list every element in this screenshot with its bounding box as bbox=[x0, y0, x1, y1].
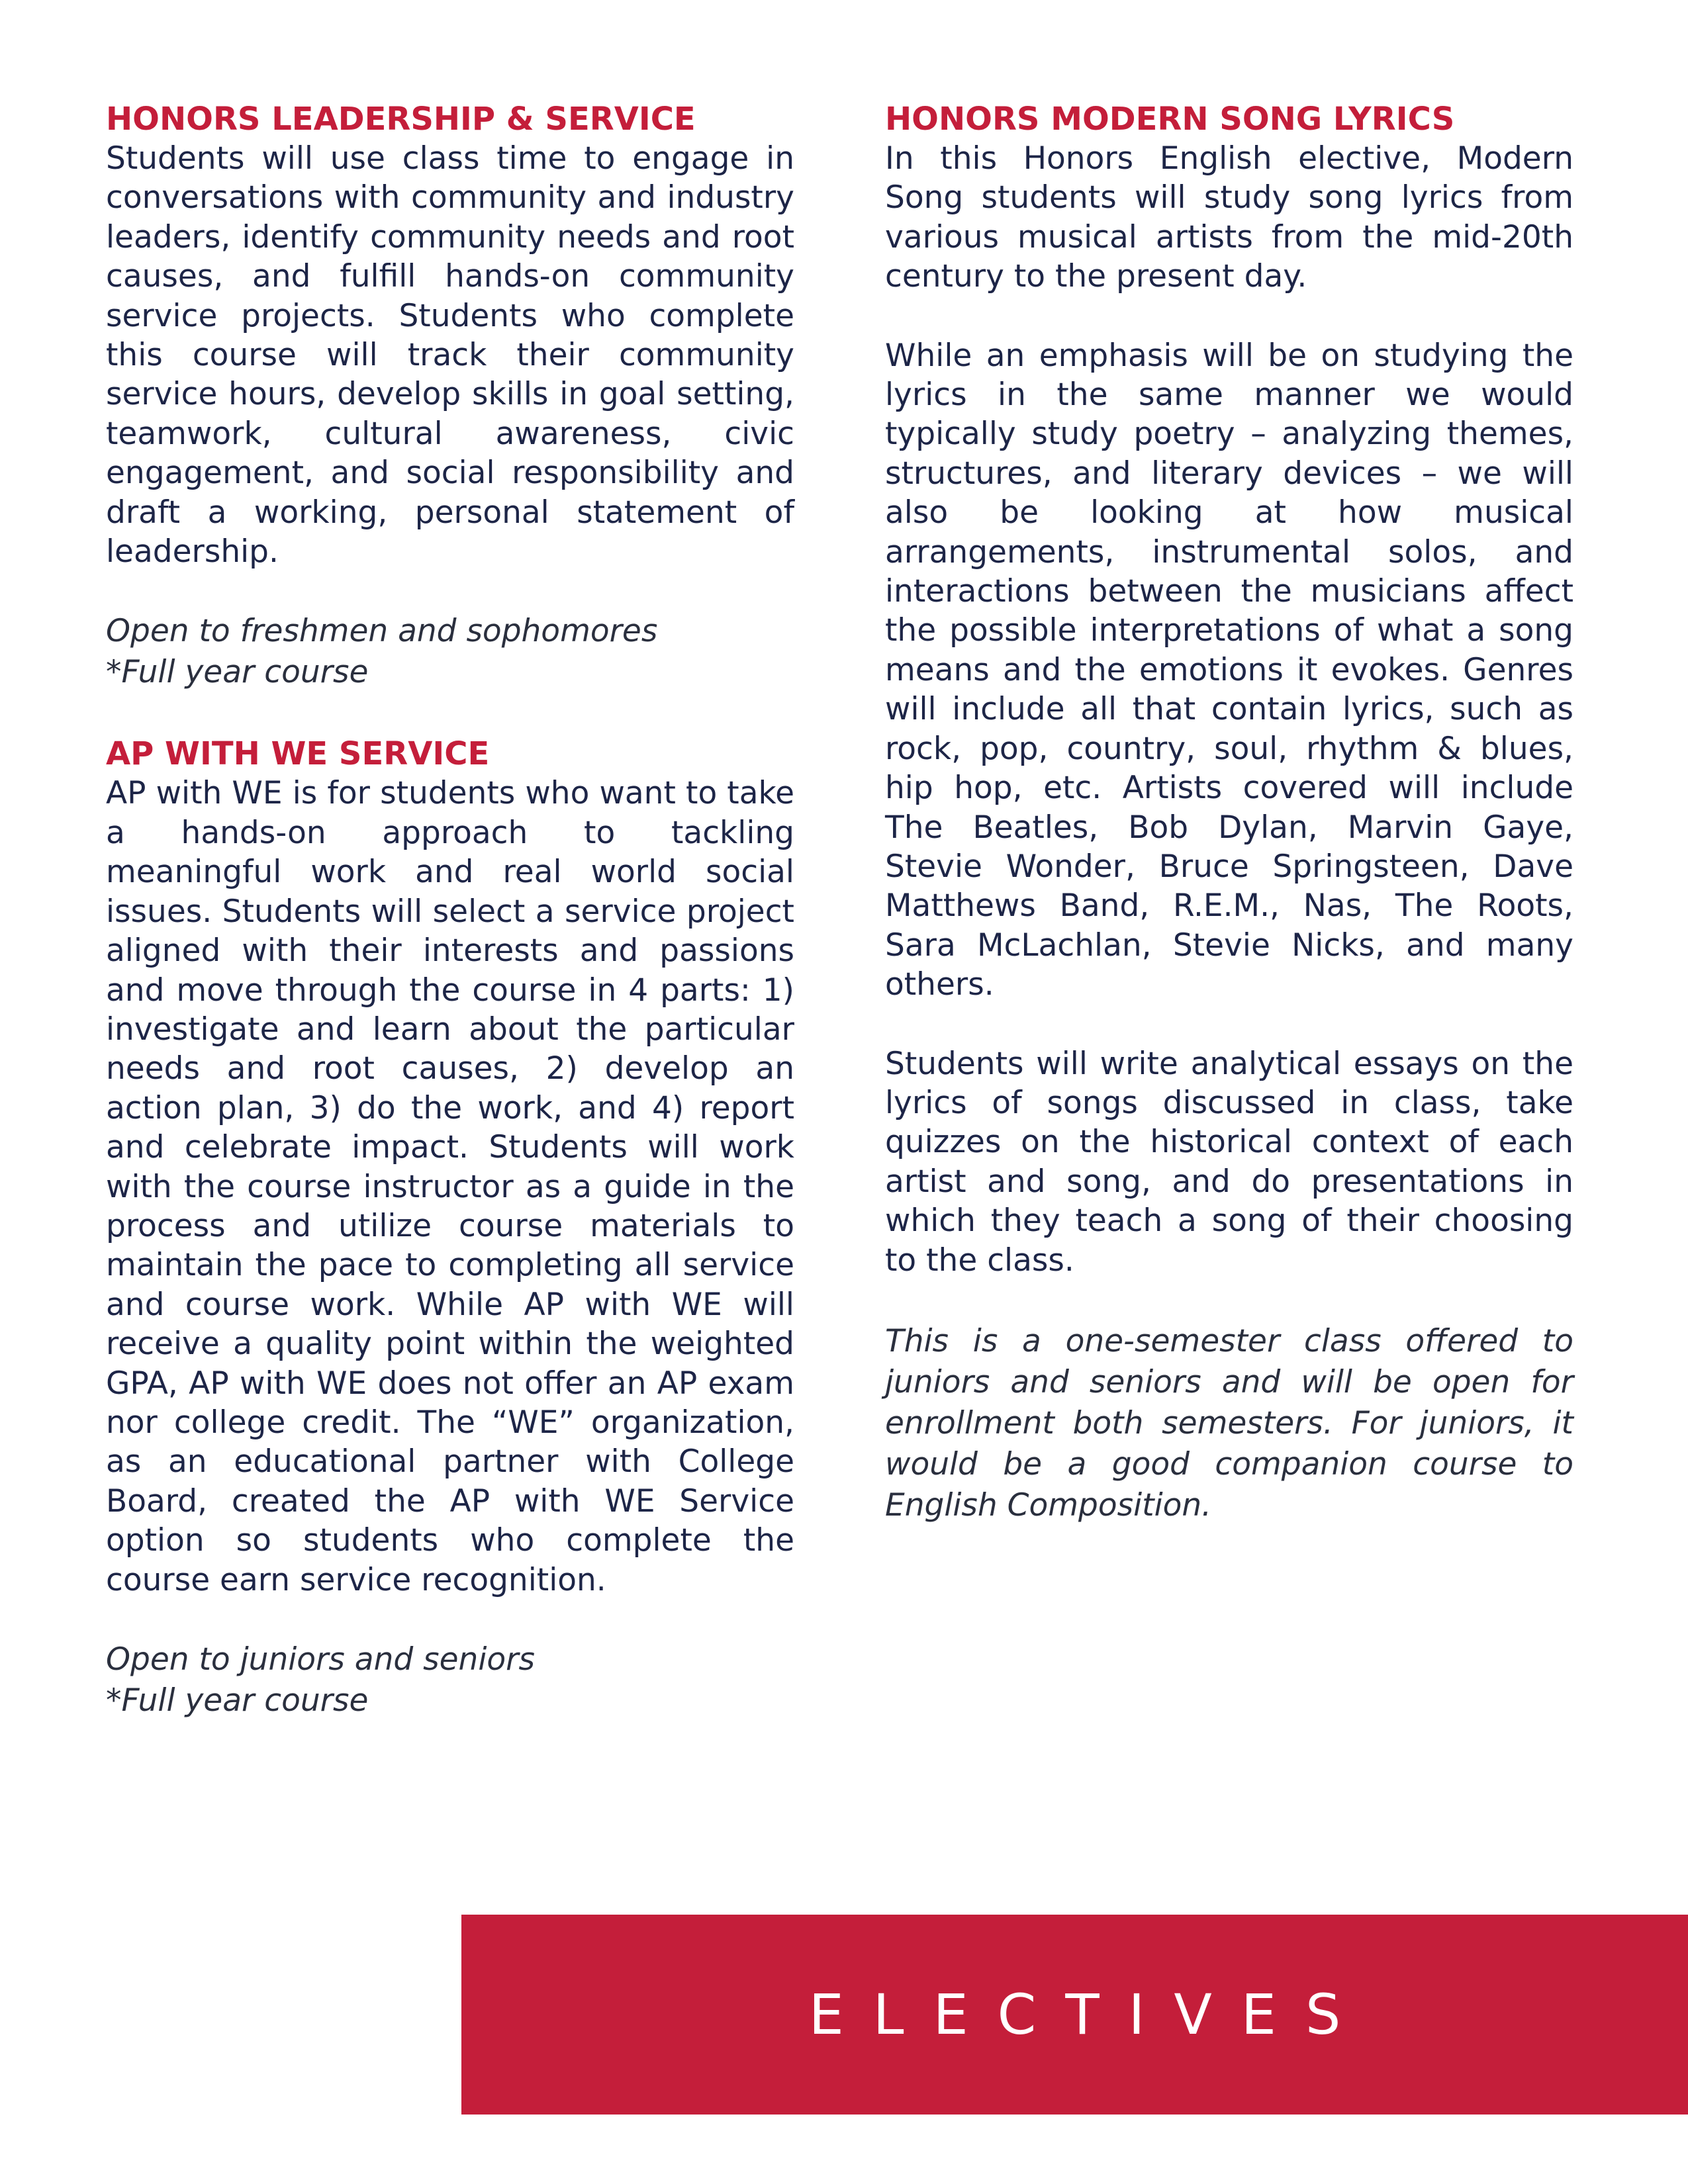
honors-leadership-duration: *Full year course bbox=[106, 654, 369, 691]
right-column bbox=[885, 99, 1573, 1526]
ap-we-service-duration: *Full year course bbox=[106, 1682, 369, 1719]
electives-banner bbox=[461, 1915, 1688, 2115]
modern-song-lyrics-intro: In this Honors English elective, Modern Song students will study song lyrics from various musical artists from the mid-20th century to the present day. bbox=[885, 140, 1573, 295]
electives-banner-label: ELECTIVES bbox=[808, 1982, 1370, 2047]
honors-leadership-eligibility: Open to freshmen and sophomores bbox=[106, 613, 658, 650]
honors-leadership-section bbox=[106, 99, 794, 693]
left-column bbox=[106, 99, 794, 1721]
ap-we-service-eligibility: Open to juniors and seniors bbox=[106, 1641, 535, 1678]
ap-we-service-title: AP WITH WE SERVICE bbox=[106, 735, 490, 773]
modern-song-lyrics-note: This is a one-semester class offered to juniors and seniors and will be open for enrollment both semesters. For juniors, it would be a good companion course to English Composition. bbox=[885, 1322, 1573, 1524]
honors-leadership-title: HONORS LEADERSHIP & SERVICE bbox=[106, 101, 696, 138]
modern-song-lyrics-section bbox=[885, 99, 1573, 1526]
modern-song-lyrics-title: HONORS MODERN SONG LYRICS bbox=[885, 101, 1455, 138]
ap-we-service-section bbox=[106, 734, 794, 1721]
modern-song-lyrics-details: While an emphasis will be on studying the lyrics in the same manner we would typically study poetry – analyzing themes, structures, and literary devices – we will also be looking at how musical arrangements, instrumental solos, and interactions between the musicians affect the possible interpretations of what a song means and the emotions it evokes. Genres will include all that contain lyrics, such as rock, pop, country, soul, rhythm & blues, hip hop, etc. Artists covered will include The Beatles, Bob Dylan, Marvin Gaye, Stevie Wonder, Bruce Springsteen, Dave Matthews Band, R.E.M., Nas, The Roots, Sara McLachlan, Stevie Nicks, and many others. bbox=[885, 337, 1573, 1003]
honors-leadership-description: Students will use class time to engage in conversations with community and industry leaders, identify community needs and root causes, and fulfill hands-on community service projects. Students who complete this course will track their community service hours, develop skills in goal setting, teamwork, cultural awareness, civic engagement, and social responsibility and draft a working, personal statement of leadership. bbox=[106, 140, 794, 570]
ap-we-service-description: AP with WE is for students who want to take a hands-on approach to tackling meaningful work and real world social issues. Students will select a service project aligned with their interests and passions and move through the course in 4 parts: 1) investigate and learn about the particular needs and root causes, 2) develop an action plan, 3) do the work, and 4) report and celebrate impact. Students will work with the course instructor as a guide in the process and utilize course materials to maintain the pace to completing all service and course work. While AP with WE will receive a quality point within the weighted GPA, AP with WE does not offer an AP exam nor college credit. The “WE” organization, as an educational partner with College Board, created the AP with WE Service option so students who complete the course earn service recognition. bbox=[106, 775, 794, 1598]
modern-song-lyrics-assessment: Students will write analytical essays on the lyrics of songs discussed in class, take quizzes on the historical context of each artist and song, and do presentations in which they teach a song of their choosing to the class. bbox=[885, 1045, 1573, 1279]
